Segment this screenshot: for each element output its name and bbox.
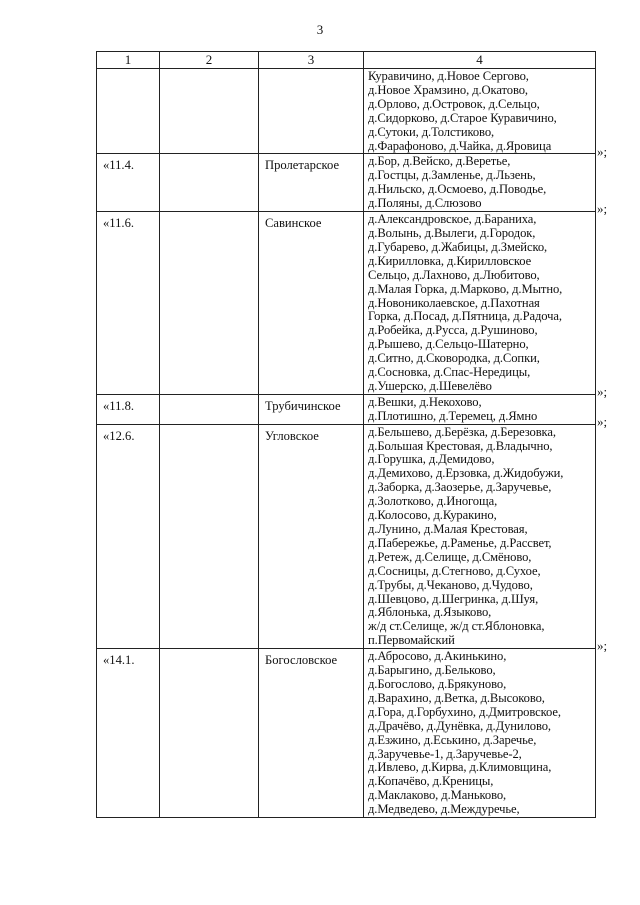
locality-line: д.Демихово, д.Ерзовка, д.Жидобужи,	[368, 466, 564, 481]
locality-line: д.Сосницы, д.Стегново, д.Сухое,	[368, 563, 541, 578]
locality-line: д.Волынь, д.Вылеги, д.Городок,	[368, 225, 536, 240]
column-header-2: 2	[160, 52, 259, 69]
locality-line: д.Сосновка, д.Спас-Нередицы,	[368, 365, 531, 380]
table-header-row	[97, 52, 596, 69]
locality-line: д.Губарево, д.Жабицы, д.Змейско,	[368, 239, 548, 254]
locality-line: Куравичино, д.Новое Сергово,	[368, 69, 529, 83]
column-header-4: 4	[364, 52, 596, 69]
table-row	[97, 69, 596, 154]
row-number: «11.8.	[97, 394, 160, 424]
locality-line: д.Кирилловка, д.Кирилловское	[368, 253, 532, 268]
locality-line: д.Драчёво, д.Дунёвка, д.Дунилово,	[368, 718, 551, 733]
closing-quote-mark: »;	[597, 201, 608, 217]
settlement-name: Трубичинское	[259, 394, 364, 424]
locality-line: д.Маклаково, д.Маньково,	[368, 788, 507, 803]
localities-cell	[364, 154, 596, 212]
row-number: «12.6.	[97, 424, 160, 649]
locality-line: д.Робейка, д.Русса, д.Рушиново,	[368, 323, 538, 338]
locality-line: д.Сутоки, д.Толстиково,	[368, 124, 495, 139]
locality-line: д.Езжино, д.Еськино, д.Заречье,	[368, 732, 537, 747]
locality-line: д.Сидорково, д.Старое Куравичино,	[368, 110, 557, 125]
locality-line: д.Ретеж, д.Селище, д.Смёново,	[368, 549, 532, 564]
settlement-name: Пролетарское	[259, 154, 364, 212]
row-number	[97, 69, 160, 154]
table-row	[97, 212, 596, 395]
locality-line: д.Ивлево, д.Кирва, д.Климовщина,	[368, 760, 552, 775]
settlements-table	[96, 51, 596, 818]
empty-cell	[160, 649, 259, 818]
locality-line: д.Вешки, д.Некохово,	[368, 394, 482, 409]
locality-line: д.Ситно, д.Сковородка, д.Сопки,	[368, 351, 540, 366]
localities-cell	[364, 649, 596, 818]
locality-line: д.Рышево, д.Сельцо-Шатерно,	[368, 337, 529, 352]
closing-quote-mark: »;	[597, 413, 608, 429]
table-row	[97, 649, 596, 818]
locality-line: д.Лунино, д.Малая Крестовая,	[368, 522, 528, 536]
locality-line: д.Поляны, д.Слюзово	[368, 196, 482, 211]
locality-line: д.Заборка, д.Заозерье, д.Заручевье,	[368, 480, 552, 495]
locality-line: д.Абросово, д.Акинькино,	[368, 649, 507, 664]
locality-line: д.Большая Крестовая, д.Владычно,	[368, 438, 553, 453]
empty-cell	[160, 424, 259, 649]
locality-line: д.Пабережье, д.Раменье, д.Рассвет,	[368, 535, 552, 550]
localities-cell	[364, 69, 596, 154]
closing-quote-mark: »;	[597, 638, 608, 654]
localities-cell	[364, 394, 596, 424]
locality-line: д.Варахино, д.Ветка, д.Высоково,	[368, 690, 545, 705]
localities-cell	[364, 424, 596, 649]
column-header-1: 1	[97, 52, 160, 69]
locality-line: д.Малая Горка, д.Марково, д.Мытно,	[368, 281, 563, 296]
locality-line: д.Горушка, д.Демидово,	[368, 452, 495, 467]
locality-line: д.Шевцово, д.Шегринка, д.Шуя,	[368, 591, 539, 606]
locality-line: д.Ушерско, д.Шевелёво	[368, 378, 492, 393]
locality-line: д.Орлово, д.Островок, д.Сельцо,	[368, 96, 540, 111]
empty-cell	[160, 69, 259, 154]
table-row	[97, 424, 596, 649]
locality-line: п.Первомайский	[368, 633, 455, 648]
locality-line: д.Новониколаевское, д.Пахотная	[368, 295, 540, 310]
localities-cell	[364, 212, 596, 395]
settlement-name: Савинское	[259, 212, 364, 395]
locality-line: д.Фарафоново, д.Чайка, д.Яровица	[368, 138, 552, 153]
locality-line: д.Яблонька, д.Языково,	[368, 605, 492, 620]
locality-line: Горка, д.Посад, д.Пятница, д.Радоча,	[368, 309, 562, 324]
locality-line: д.Богослово, д.Брякуново,	[368, 676, 507, 691]
row-number: «11.4.	[97, 154, 160, 212]
locality-line: д.Гостцы, д.Замленье, д.Льзень,	[368, 168, 536, 183]
locality-line: д.Медведево, д.Междуречье,	[368, 802, 520, 817]
locality-line: д.Новое Храмзино, д.Окатово,	[368, 82, 528, 97]
locality-line: Сельцо, д.Лахново, д.Любитово,	[368, 267, 540, 282]
locality-line: д.Гора, д.Горбухино, д.Дмитровское,	[368, 704, 561, 719]
table-row	[97, 154, 596, 212]
closing-quote-mark: »;	[597, 143, 608, 159]
locality-line: д.Барыгино, д.Бельково,	[368, 663, 496, 678]
locality-line: д.Копачёво, д.Креницы,	[368, 774, 494, 789]
locality-line: д.Плотишно, д.Теремец, д.Ямно	[368, 408, 538, 423]
locality-line: д.Золотково, д.Иногоща,	[368, 494, 498, 509]
settlement-name: Богословское	[259, 649, 364, 818]
settlement-name	[259, 69, 364, 154]
locality-line: ж/д ст.Селище, ж/д ст.Яблоновка,	[368, 619, 545, 634]
settlement-name: Угловское	[259, 424, 364, 649]
row-number: «14.1.	[97, 649, 160, 818]
row-number: «11.6.	[97, 212, 160, 395]
locality-line: д.Нильско, д.Осмоево, д.Поводье,	[368, 182, 547, 197]
empty-cell	[160, 212, 259, 395]
table-row	[97, 394, 596, 424]
empty-cell	[160, 154, 259, 212]
locality-line: д.Александровское, д.Бараниха,	[368, 212, 537, 227]
page-number: 3	[316, 22, 324, 37]
closing-quote-mark: »;	[597, 383, 608, 399]
column-header-3: 3	[259, 52, 364, 69]
locality-line: д.Бельшево, д.Берёзка, д.Березовка,	[368, 424, 556, 439]
locality-line: д.Трубы, д.Чеканово, д.Чудово,	[368, 577, 533, 592]
locality-line: д.Колосово, д.Куракино,	[368, 508, 497, 523]
locality-line: д.Заручевье-1, д.Заручевье-2,	[368, 746, 522, 761]
empty-cell	[160, 394, 259, 424]
locality-line: д.Бор, д.Вейско, д.Веретье,	[368, 154, 511, 169]
